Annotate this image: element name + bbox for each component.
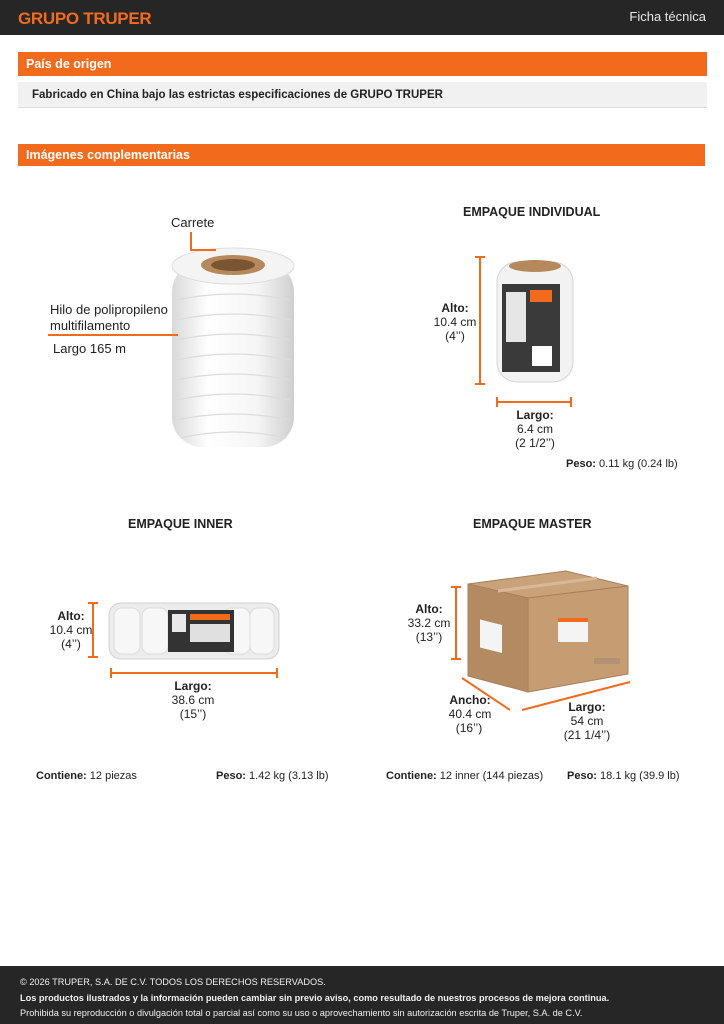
master-ancho-label: Ancho: (449, 693, 491, 707)
brand-logo: GRUPO TRUPER (18, 9, 152, 28)
page-header (0, 0, 724, 35)
master-alto-cm: 33.2 cm (407, 616, 451, 630)
footer-copyright: © 2026 TRUPER, S.A. DE C.V. TODOS LOS DERECHOS RESERVADOS. (20, 977, 326, 987)
master-ancho-in: (16’’) (455, 721, 483, 735)
inner-contiene-label: Contiene: (36, 770, 87, 782)
master-alto-in: (13’’) (415, 630, 443, 644)
hilo-label-line1: Hilo de polipropileno (50, 302, 168, 317)
inner-contiene-value: 12 piezas (86, 770, 137, 782)
footer-disclaimer: Los productos ilustrados y la información pueden cambiar sin previo aviso, como resultado de nuestros procesos de mejora continua. (20, 992, 610, 1003)
origin-text: Fabricado en China bajo las estrictas especificaciones de GRUPO TRUPER (18, 82, 707, 108)
inner-largo-label: Largo: (174, 679, 212, 693)
individual-largo-in: (2 1/2’’) (515, 436, 555, 450)
master-peso-label: Peso: (567, 770, 597, 782)
footer-prohibition: Prohibida su reproducción o divulgación total o parcial así como su uso o aprovechamiento sin autorización escrita de Truper, S.A. de C.V. (20, 1008, 583, 1018)
individual-alto-label: Alto: (441, 301, 469, 315)
master-peso-value: 18.1 kg (39.9 lb) (596, 770, 680, 782)
master-largo-in: (21 1/4’’) (563, 728, 611, 742)
inner-peso (216, 770, 329, 782)
individual-largo-label: Largo: (516, 408, 554, 422)
inner-peso-label: Peso: (216, 770, 246, 782)
hilo-label-line2: multifilamento (50, 318, 131, 333)
master-largo-label: Largo: (568, 700, 606, 714)
master-title: EMPAQUE MASTER (473, 517, 592, 531)
individual-alto-cm: 10.4 cm (433, 315, 477, 329)
individual-alto-in: (4’’) (445, 329, 465, 343)
inner-package-image (108, 602, 280, 660)
inner-title: EMPAQUE INNER (128, 517, 233, 531)
master-contiene-label: Contiene: (386, 770, 437, 782)
master-peso (567, 770, 680, 782)
document-type: Ficha técnica (629, 9, 706, 24)
thread-spool-image (160, 240, 310, 465)
page-footer (0, 966, 724, 1024)
individual-peso-label: Peso: (566, 458, 596, 470)
section-origin-title: País de origen (18, 52, 707, 76)
inner-alto-in: (4’’) (61, 637, 81, 651)
inner-contiene (36, 770, 137, 782)
inner-largo-cm: 38.6 cm (171, 693, 215, 707)
inner-alto-cm: 10.4 cm (49, 623, 93, 637)
section-images-title: Imágenes complementarias (18, 144, 705, 166)
largo-hilo-label: Largo 165 m (53, 341, 126, 356)
individual-peso (566, 458, 678, 470)
individual-largo-cm: 6.4 cm (516, 422, 553, 436)
master-ancho-cm: 40.4 cm (448, 707, 492, 721)
master-largo-cm: 54 cm (570, 714, 604, 728)
carrete-label: Carrete (171, 215, 215, 230)
individual-package-image (494, 256, 576, 386)
master-contiene (386, 770, 543, 782)
master-alto-label: Alto: (415, 602, 443, 616)
inner-largo-in: (15’’) (179, 707, 207, 721)
individual-title: EMPAQUE INDIVIDUAL (463, 205, 601, 219)
inner-peso-value: 1.42 kg (3.13 lb) (245, 770, 329, 782)
individual-peso-value: 0.11 kg (0.24 lb) (595, 458, 678, 470)
master-contiene-value: 12 inner (144 piezas) (436, 770, 544, 782)
inner-alto-label: Alto: (57, 609, 85, 623)
